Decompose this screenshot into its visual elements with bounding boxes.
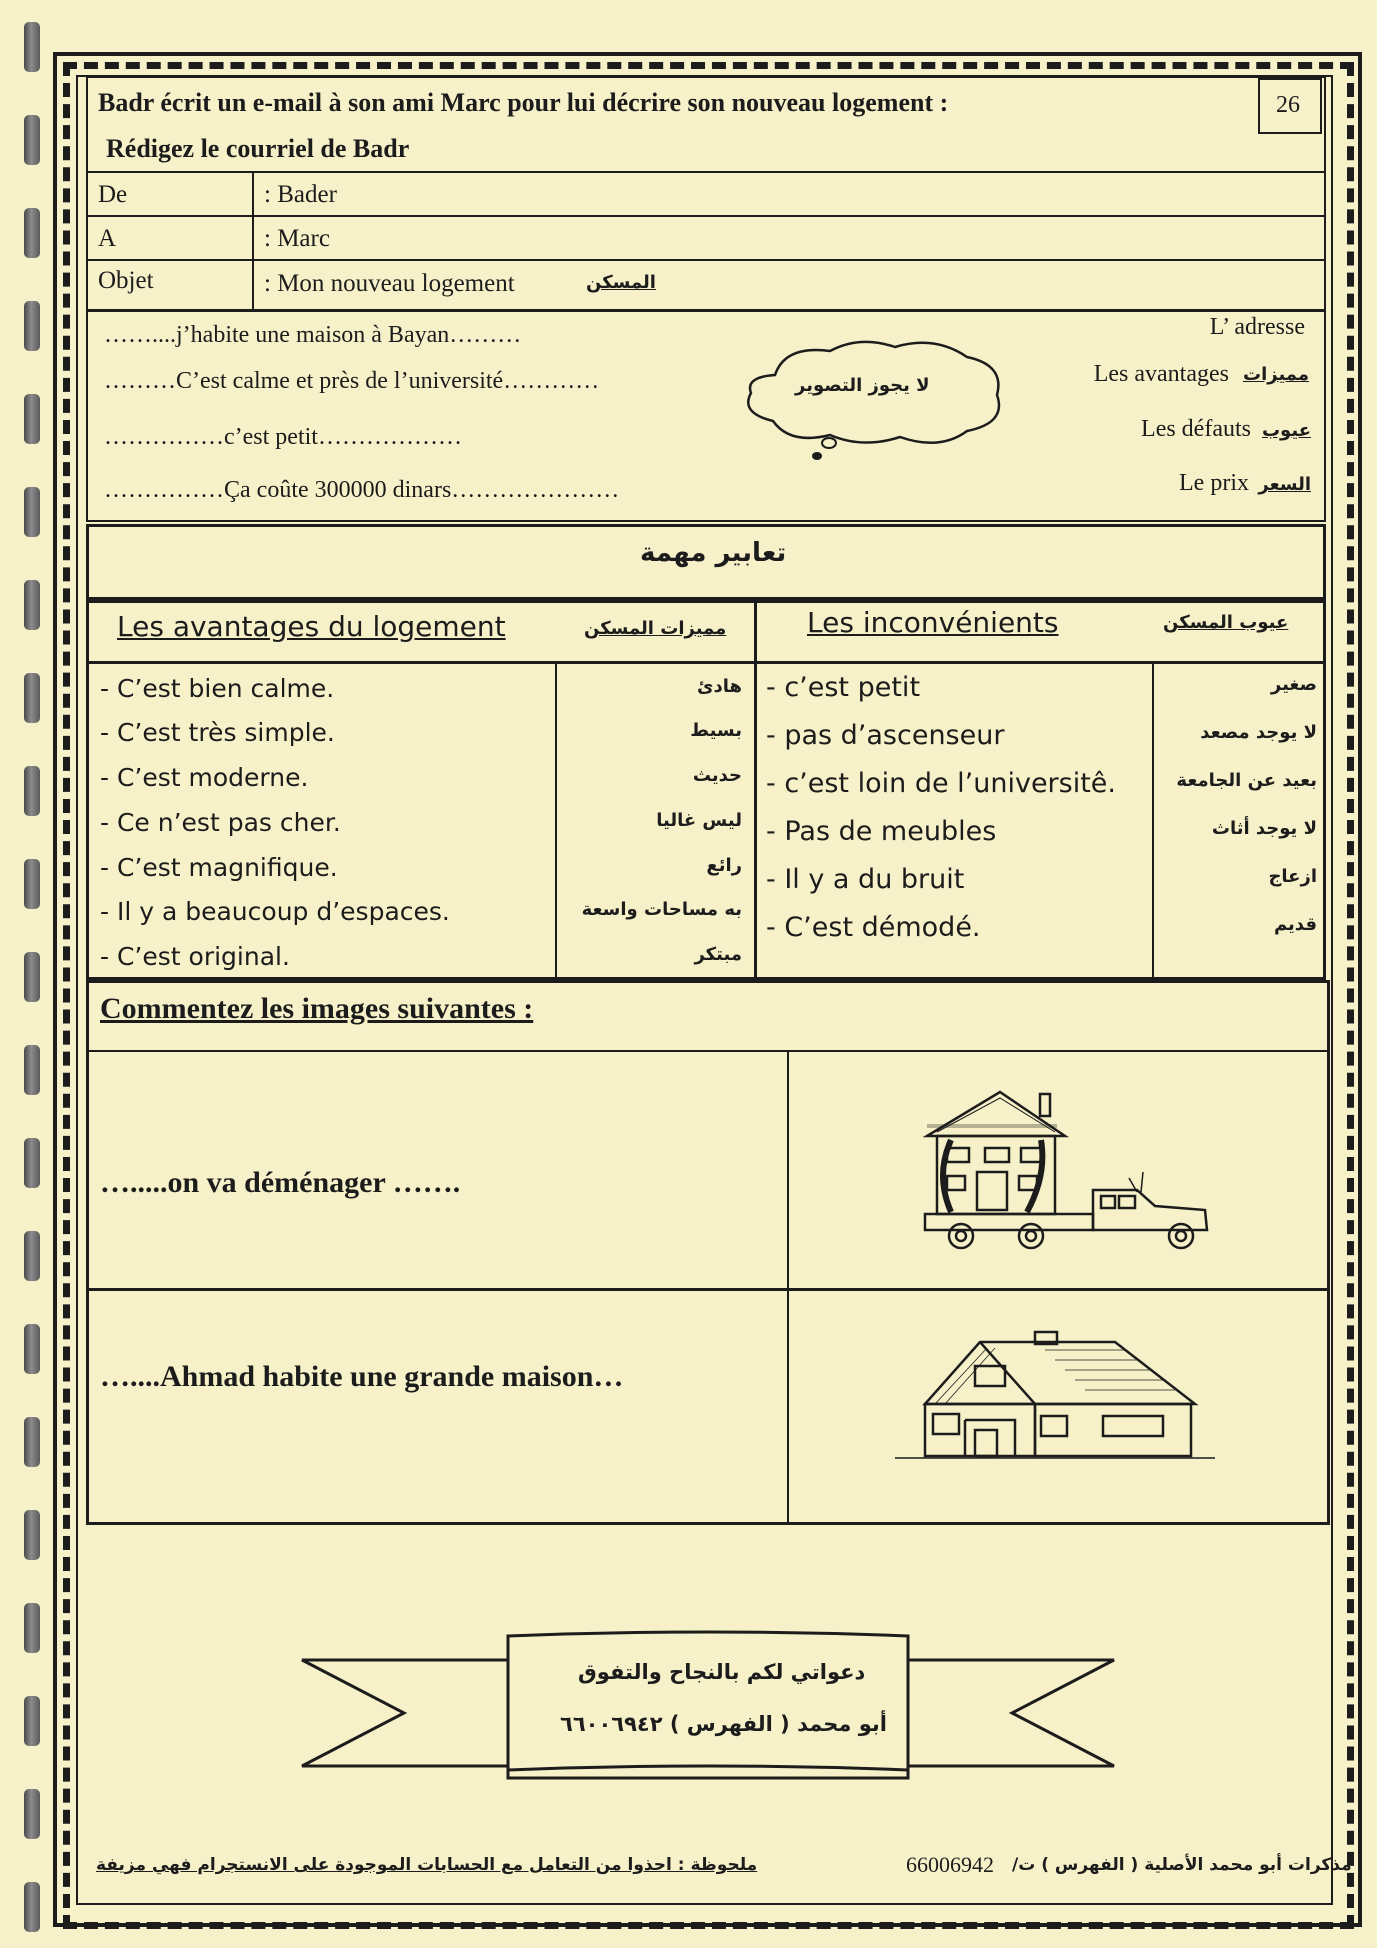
list-item: - c’est loin de l’universitê. (766, 768, 1116, 799)
binding-hole (24, 22, 40, 72)
body-line-3: ……………c’est petit……………… (104, 424, 462, 450)
hint-defects: Les défauts (1141, 416, 1251, 442)
list-item: - C’est démodé. (766, 912, 981, 943)
thought-bubble (735, 335, 1010, 465)
binding-hole (24, 1417, 40, 1467)
footer-warning: ملحوظة : احذوا من التعامل مع الحسابات الموجودة على الانستجرام فهي مزيفة (96, 1855, 758, 1875)
binding-hole (24, 487, 40, 537)
list-item: - pas d’ascenseur (766, 720, 1005, 751)
list-item: - Il y a beaucoup d’espaces. (100, 897, 450, 926)
binding-hole (24, 859, 40, 909)
subject-arabic: المسكن (586, 272, 656, 293)
list-item-ar: مبتكر (694, 944, 742, 965)
advantages-title-ar: مميزات المسكن (584, 618, 727, 639)
footer-phone: 66006942 (906, 1852, 994, 1877)
binding-hole (24, 1696, 40, 1746)
from-value: : Bader (264, 181, 337, 208)
binding-hole (24, 1138, 40, 1188)
list-item-ar: حديث (692, 765, 742, 786)
list-item: - Il y a du bruit (766, 864, 965, 895)
list-item-ar: لا يوجد مصعد (1200, 722, 1317, 743)
expressions-title: تعابير مهمة (640, 538, 787, 568)
binding-hole (24, 1045, 40, 1095)
hint-address: L’ adresse (1209, 314, 1305, 340)
binding-hole (24, 952, 40, 1002)
body-line-4: ……………Ça coûte 300000 dinars………………… (104, 477, 620, 503)
to-label: A (98, 225, 117, 252)
spiral-binding (0, 0, 60, 1948)
disadvantages-title-ar: عيوب المسكن (1163, 612, 1289, 633)
hint-advantages: Les avantages (1093, 361, 1229, 387)
binding-hole (24, 766, 40, 816)
binding-hole (24, 301, 40, 351)
hint-price: Le prix (1179, 470, 1249, 496)
disadvantages-title: Les inconvénients (807, 606, 1059, 639)
binding-hole (24, 208, 40, 258)
list-item: - C’est bien calme. (100, 674, 335, 703)
binding-hole (24, 1324, 40, 1374)
hint-price-ar: السعر (1258, 474, 1311, 495)
list-item: - Ce n’est pas cher. (100, 808, 341, 837)
image-caption-house: …....Ahmad habite une grande maison… (100, 1360, 624, 1393)
list-item: - C’est moderne. (100, 763, 309, 792)
list-item: - Pas de meubles (766, 816, 997, 847)
binding-hole (24, 1789, 40, 1839)
ribbon-banner (298, 1630, 1118, 1780)
footer-credit: مذكرات أبو محمد الأصلية ( الفهرس ) ت/ (1012, 1855, 1352, 1875)
list-item-ar: هادئ (697, 676, 742, 697)
to-value: : Marc (264, 225, 330, 252)
list-item-ar: رائع (706, 855, 742, 876)
body-line-2: ………C’est calme et près de l’université………… (104, 368, 600, 394)
hint-defects-ar: عيوب (1261, 420, 1311, 441)
body-line-1: ……....j’habite une maison à Bayan……… (104, 322, 522, 348)
binding-hole (24, 394, 40, 444)
binding-hole (24, 1882, 40, 1932)
banner-author: أبو محمد ( الفهرس ) ٦٦٠٠٦٩٤٢ (560, 1712, 887, 1736)
subject-value: : Mon nouveau logement (264, 270, 515, 297)
images-section-title: Commentez les images suivantes : (100, 992, 534, 1025)
binding-hole (24, 1603, 40, 1653)
binding-hole (24, 1231, 40, 1281)
binding-hole (24, 580, 40, 630)
image-caption-moving: ….....on va déménager ……. (100, 1166, 461, 1199)
binding-hole (24, 1510, 40, 1560)
list-item: - c’est petit (766, 672, 921, 703)
subject-label: Objet (98, 267, 154, 294)
banner-wish: دعواتي لكم بالنجاح والتفوق (578, 1660, 866, 1684)
list-item: - C’est original. (100, 942, 290, 971)
exercise-instruction: Badr écrit un e-mail à son ami Marc pour lui décrire son nouveau logement : (98, 88, 949, 117)
list-item-ar: بعيد عن الجامعة (1176, 770, 1317, 791)
list-item-ar: ليس غاليا (656, 810, 742, 831)
exercise-task: Rédigez le courriel de Badr (106, 134, 410, 163)
binding-hole (24, 673, 40, 723)
list-item-ar: به مساحات واسعة (581, 899, 742, 920)
from-label: De (98, 181, 128, 208)
list-item: - C’est magnifique. (100, 853, 338, 882)
binding-hole (24, 115, 40, 165)
list-item-ar: بسيط (690, 720, 742, 741)
hint-advantages-ar: مميزات (1242, 364, 1309, 385)
large-house-drawing (895, 1330, 1225, 1470)
list-item-ar: صغير (1270, 674, 1317, 695)
no-photo-notice: لا يجوز التصوير (795, 375, 930, 396)
list-item: - C’est très simple. (100, 718, 335, 747)
house-on-truck-drawing (915, 1080, 1215, 1260)
advantages-title: Les avantages du logement (117, 610, 506, 643)
list-item-ar: قديم (1273, 914, 1317, 935)
list-item-ar: ازعاج (1268, 866, 1317, 887)
page-number: 26 (1276, 92, 1300, 118)
list-item-ar: لا يوجد أثاث (1211, 818, 1317, 839)
